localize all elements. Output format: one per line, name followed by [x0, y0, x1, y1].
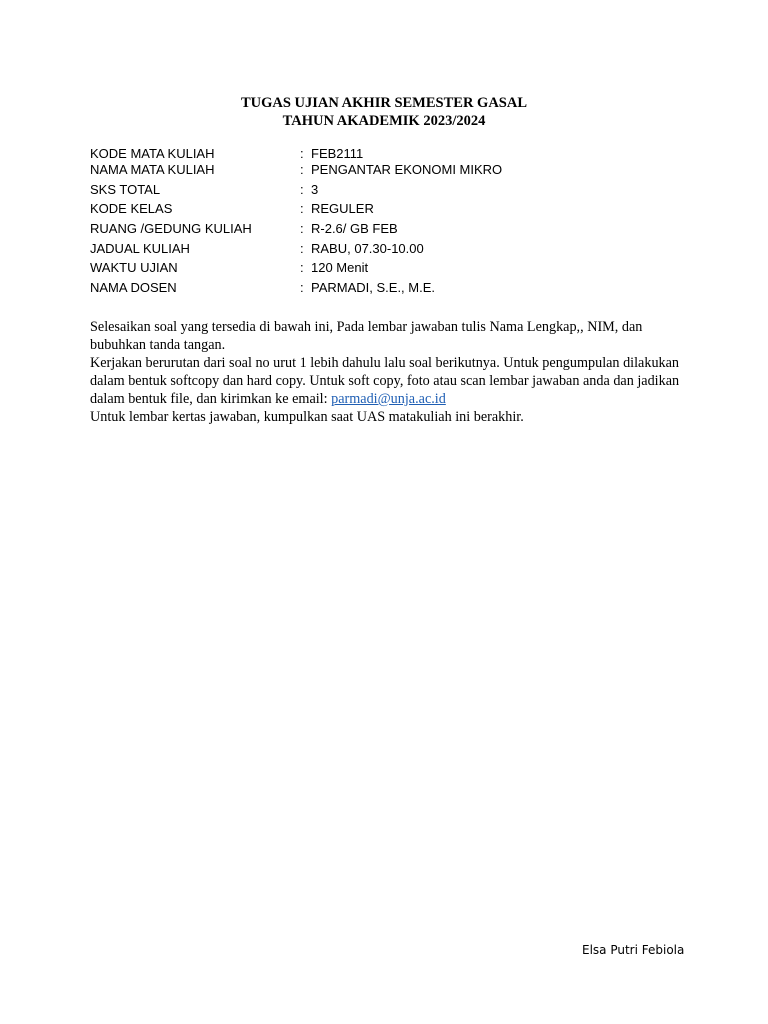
info-label: KODE KELAS	[90, 201, 173, 217]
info-separator: :	[300, 201, 304, 217]
info-value: R-2.6/ GB FEB	[311, 221, 398, 237]
info-value: REGULER	[311, 201, 374, 217]
info-value: PARMADI, S.E., M.E.	[311, 280, 436, 296]
info-value: FEB2111	[311, 146, 364, 161]
info-label: JADUAL KULIAH	[90, 240, 190, 256]
info-separator: :	[300, 181, 304, 197]
info-value: 3	[311, 181, 319, 197]
document-title	[0, 94, 768, 130]
info-label: SKS TOTAL	[90, 181, 161, 197]
info-separator: :	[300, 240, 304, 256]
title-line-exam: TUGAS UJIAN AKHIR SEMESTER GASAL	[240, 95, 528, 111]
instruction-paragraph-2-text: Kerjakan berurutan dari soal no urut 1 lebih dahulu lalu soal berikutnya. Untuk pengumpulan dilakukan dalam bentuk softcopy dan hard copy. Untuk soft copy, foto atau scan lembar jawaban anda dan jadikan dalam bentuk file, dan kirimkan ke email:	[90, 355, 680, 407]
info-value: RABU, 07.30-10.00	[311, 240, 424, 256]
info-value: PENGANTAR EKONOMI MIKRO	[311, 162, 503, 177]
email-link[interactable]: parmadi@unja.ac.id	[331, 391, 446, 407]
info-separator: :	[300, 146, 304, 161]
info-separator: :	[300, 162, 304, 177]
title-line-academic-year: TAHUN AKADEMIK 2023/2024	[282, 113, 486, 129]
student-name-signature: Elsa Putri Febiola	[582, 943, 685, 957]
instruction-paragraph-3: Untuk lembar kertas jawaban, kumpulkan saat UAS matakuliah ini berakhir.	[90, 409, 524, 425]
info-separator: :	[300, 221, 304, 237]
info-separator: :	[300, 280, 304, 296]
instruction-paragraph-1: Selesaikan soal yang tersedia di bawah ini, Pada lembar jawaban tulis Nama Lengkap,, NIM, dan bubuhkan tanda tangan.	[90, 319, 643, 353]
instruction-paragraph-2	[90, 354, 690, 408]
info-value: 120 Menit	[311, 260, 369, 276]
info-label: NAMA MATA KULIAH	[90, 162, 215, 177]
info-label: KODE MATA KULIAH	[90, 146, 215, 161]
info-label: WAKTU UJIAN	[90, 260, 178, 276]
info-label: RUANG /GEDUNG KULIAH	[90, 221, 252, 237]
info-separator: :	[300, 260, 304, 276]
info-label: NAMA DOSEN	[90, 280, 177, 296]
instructions-block	[90, 318, 690, 426]
